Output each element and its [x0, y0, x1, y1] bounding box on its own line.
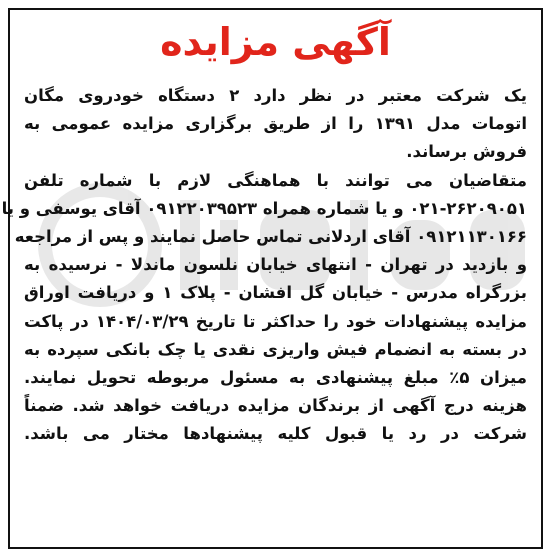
ad-body — [1, 82, 528, 448]
ad-line: بزرگراه مدرس - خیابان گل افشان - پلاک ۱ و دریافت اوراق — [24, 283, 528, 303]
ad-line: اتومات مدل ۱۳۹۱ را از طریق برگزاری مزایده عمومی به — [24, 114, 527, 134]
ad-line: میزان ۵٪ مبلغ پیشنهادی به مسئول مربوطه تحویل نمایند. — [24, 367, 527, 387]
ad-line: یک شرکت معتبر در نظر دارد ۲ دستگاه خودروی مگان — [24, 86, 527, 105]
ad-line: متقاضیان می توانند با هماهنگی لازم با شماره تلفن — [24, 170, 527, 190]
ad-line: شرکت در رد یا قبول کلیه پیشنهادها مختار می باشد. — [24, 424, 527, 444]
ad-line: ۰۲۱-۲۶۲۰۹۰۵۱ و یا شماره همراه ۰۹۱۲۲۰۳۹۵۲۳ آقای یوسفی و یا — [1, 198, 527, 218]
ad-line: در بسته به انضمام فیش واریزی نقدی یا چک بانکی سپرده به — [24, 339, 527, 359]
ad-line: و بازدید در تهران - انتهای خیابان نلسون ماندلا - نرسیده به — [24, 255, 527, 275]
ad-line: مزایده پیشنهادات خود را حداکثر تا تاریخ ۱۴۰۴/۰۳/۲۹ در پاکت — [24, 311, 527, 331]
ad-line: فروش برساند. — [406, 142, 527, 162]
ad-line: هزینه درج آگهی از برندگان مزایده دریافت خواهد شد. ضمناً — [24, 396, 527, 416]
ad-line: ۰۹۱۲۱۱۳۰۱۶۶ آقای اردلانی تماس حاصل نمایند و پس از مراجعه — [14, 226, 527, 246]
ad-frame — [1, 8, 543, 549]
ad-title: آگهی مزایده — [160, 20, 391, 64]
